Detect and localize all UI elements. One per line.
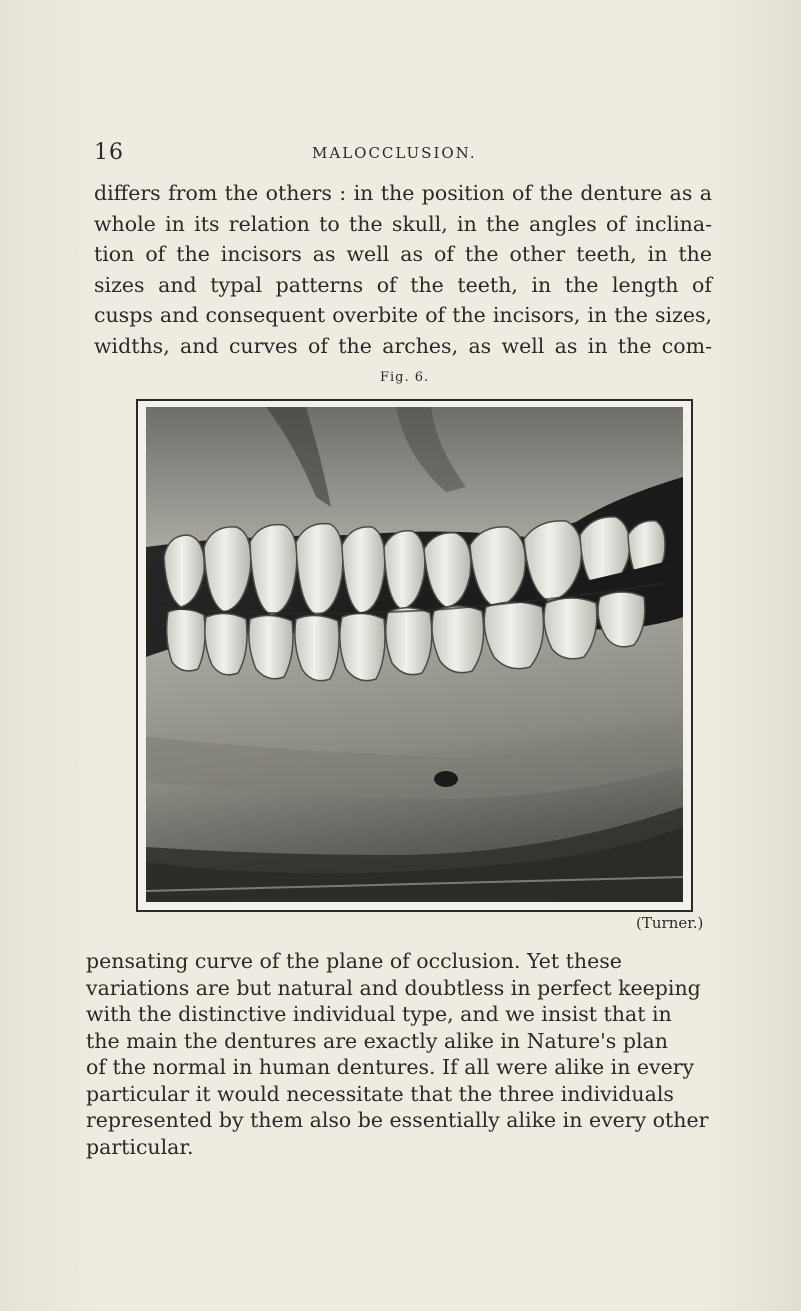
text-line: variations are but natural and doubtless in perfect keeping xyxy=(86,975,701,1000)
paragraph-top xyxy=(94,178,712,361)
text-line: tion of the incisors as well as of the other teeth, in the xyxy=(94,242,712,266)
text-line: represented by them also be essentially alike in every other xyxy=(86,1108,709,1132)
figure-label: Fig. 6. xyxy=(380,370,430,385)
text-line: particular. xyxy=(86,1134,194,1159)
text-line: whole in its relation to the skull, in the angles of inclina- xyxy=(94,211,712,236)
text-line: pensating curve of the plane of occlusion. Yet these xyxy=(86,949,622,973)
figure-photo-frame xyxy=(136,399,693,912)
text-line: cusps and consequent overbite of the incisors, in the sizes, xyxy=(94,303,712,327)
figure-credit: (Turner.) xyxy=(636,914,704,932)
text-line: with the distinctive individual type, and we insist that in xyxy=(86,1002,672,1026)
text-line: of the normal in human dentures. If all were alike in every xyxy=(86,1055,695,1079)
page-number: 16 xyxy=(94,140,124,165)
page-header xyxy=(94,140,714,170)
paragraph-bottom xyxy=(86,948,726,1160)
running-head: MALOCCLUSION. xyxy=(312,144,477,162)
skull-jaw-photo xyxy=(146,407,683,902)
text-line: particular it would necessitate that the three individuals xyxy=(86,1081,674,1106)
text-line: the main the dentures are exactly alike in Nature's plan xyxy=(86,1028,668,1053)
mental-foramen xyxy=(434,771,458,787)
text-line: sizes and typal patterns of the teeth, in the length of xyxy=(94,272,712,297)
text-line: widths, and curves of the arches, as well as in the com- xyxy=(94,333,712,358)
text-line: differs from the others : in the position of the denture as a xyxy=(94,181,712,205)
